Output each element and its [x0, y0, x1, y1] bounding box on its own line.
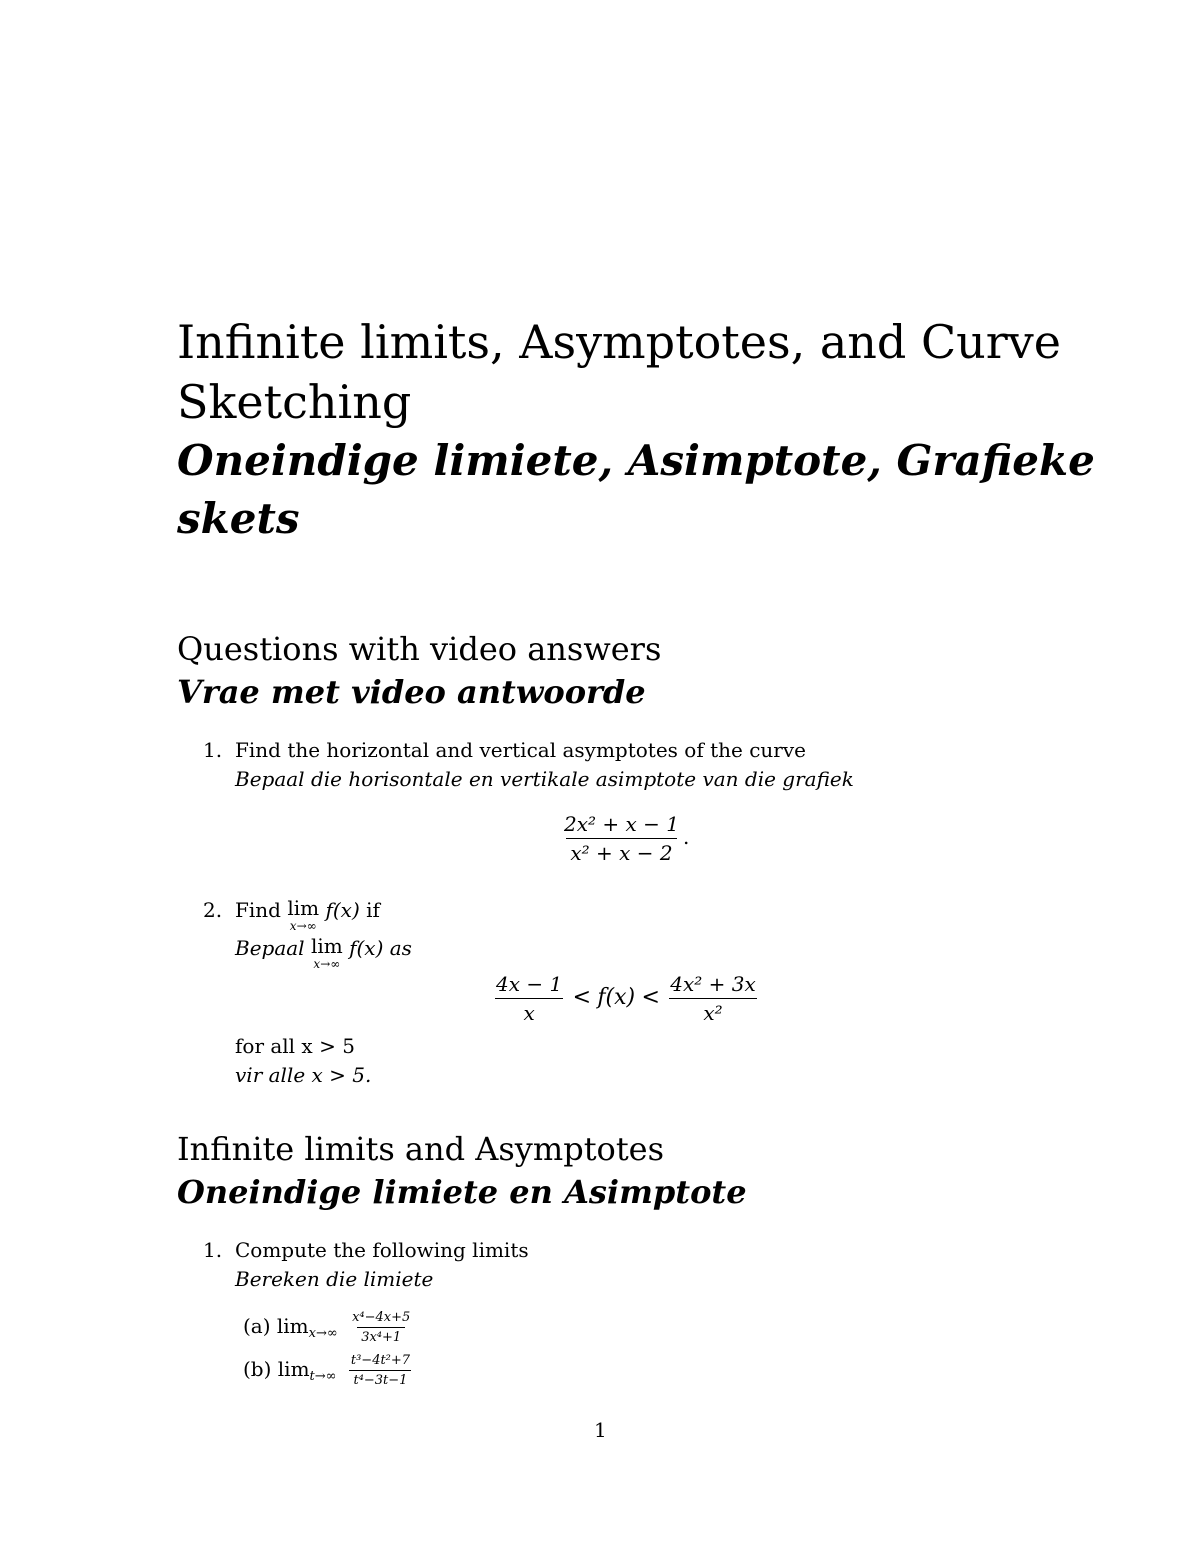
section-heading-limits-af: Oneindige limiete en Asimptote: [177, 1173, 747, 1211]
q2-condition-af: vir alle x > 5.: [235, 1063, 372, 1087]
q2-lim: lim: [287, 896, 320, 920]
q1-numerator: 2x² + x − 1: [564, 812, 679, 836]
q2-as: as: [389, 936, 412, 960]
q2-lt-1: <: [572, 985, 591, 1010]
page-title-line-2: Sketching: [177, 375, 412, 429]
part-a-label: (a): [243, 1314, 271, 1338]
q1-text: Find the horizontal and vertical asymptotes of the curve: [235, 738, 806, 762]
s2-q1-number: 1.: [203, 1238, 223, 1262]
q2-line-af: [235, 936, 412, 970]
q2-left-numerator: 4x − 1: [496, 972, 563, 996]
s2-q1-text: Compute the following limits: [235, 1238, 529, 1262]
q2-right-numerator: 4x² + 3x: [670, 972, 756, 996]
q2-find-af: Bepaal: [235, 936, 305, 960]
q2-find: Find: [235, 898, 281, 922]
page-number: 1: [594, 1418, 607, 1442]
page-subtitle-line-1: Oneindige limiete, Asimptote, Grafieke: [177, 436, 1095, 485]
page-title-line-1: Infinite limits, Asymptotes, and Curve: [177, 315, 1061, 369]
q1-period: .: [682, 825, 690, 849]
s2-q1-text-af: Bereken die limiete: [235, 1267, 434, 1291]
page-subtitle-line-2: skets: [177, 494, 300, 543]
part-a-lim-sub: x→∞: [308, 1326, 338, 1341]
part-a-denominator: 3x⁴+1: [357, 1327, 405, 1345]
part-b-lim: lim: [277, 1357, 310, 1381]
q2-condition: for all x > 5: [235, 1034, 355, 1058]
q1-denominator: x² + x − 2: [566, 838, 676, 865]
part-a-numerator: x⁴−4x+5: [352, 1310, 411, 1325]
q1-number: 1.: [203, 738, 223, 762]
part-a-lim: lim: [276, 1314, 309, 1338]
part-b-lim-sub: t→∞: [309, 1369, 337, 1384]
q2-number: 2.: [203, 898, 223, 922]
q2-line: [235, 898, 380, 932]
q2-right-denominator: x²: [669, 998, 757, 1025]
q2-lim-sub-af: x→∞: [313, 957, 341, 971]
part-b-numerator: t³−4t²+7: [350, 1353, 411, 1368]
section-heading-videos: Questions with video answers: [177, 630, 662, 668]
part-b-label: (b): [243, 1357, 272, 1381]
q2-inequality: [492, 972, 760, 1025]
q2-fx-af: f(x): [349, 936, 384, 960]
q2-if: if: [366, 898, 380, 922]
part-b-denominator: t⁴−3t−1: [349, 1370, 411, 1388]
q2-lim-sub: x→∞: [289, 919, 317, 933]
section-heading-videos-af: Vrae met video antwoorde: [177, 673, 646, 711]
q1-text-af: Bepaal die horisontale en vertikale asimptote van die grafiek: [235, 767, 854, 791]
q2-lim-af: lim: [310, 934, 343, 958]
q2-middle: f(x): [597, 985, 636, 1010]
q1-fraction: [560, 812, 689, 865]
q2-lt-2: <: [641, 985, 660, 1010]
q2-fx: f(x): [325, 898, 360, 922]
section-heading-limits: Infinite limits and Asymptotes: [177, 1130, 665, 1168]
s2-q1-part-b: [243, 1353, 414, 1388]
q2-left-denominator: x: [495, 998, 563, 1025]
s2-q1-part-a: [243, 1310, 414, 1345]
